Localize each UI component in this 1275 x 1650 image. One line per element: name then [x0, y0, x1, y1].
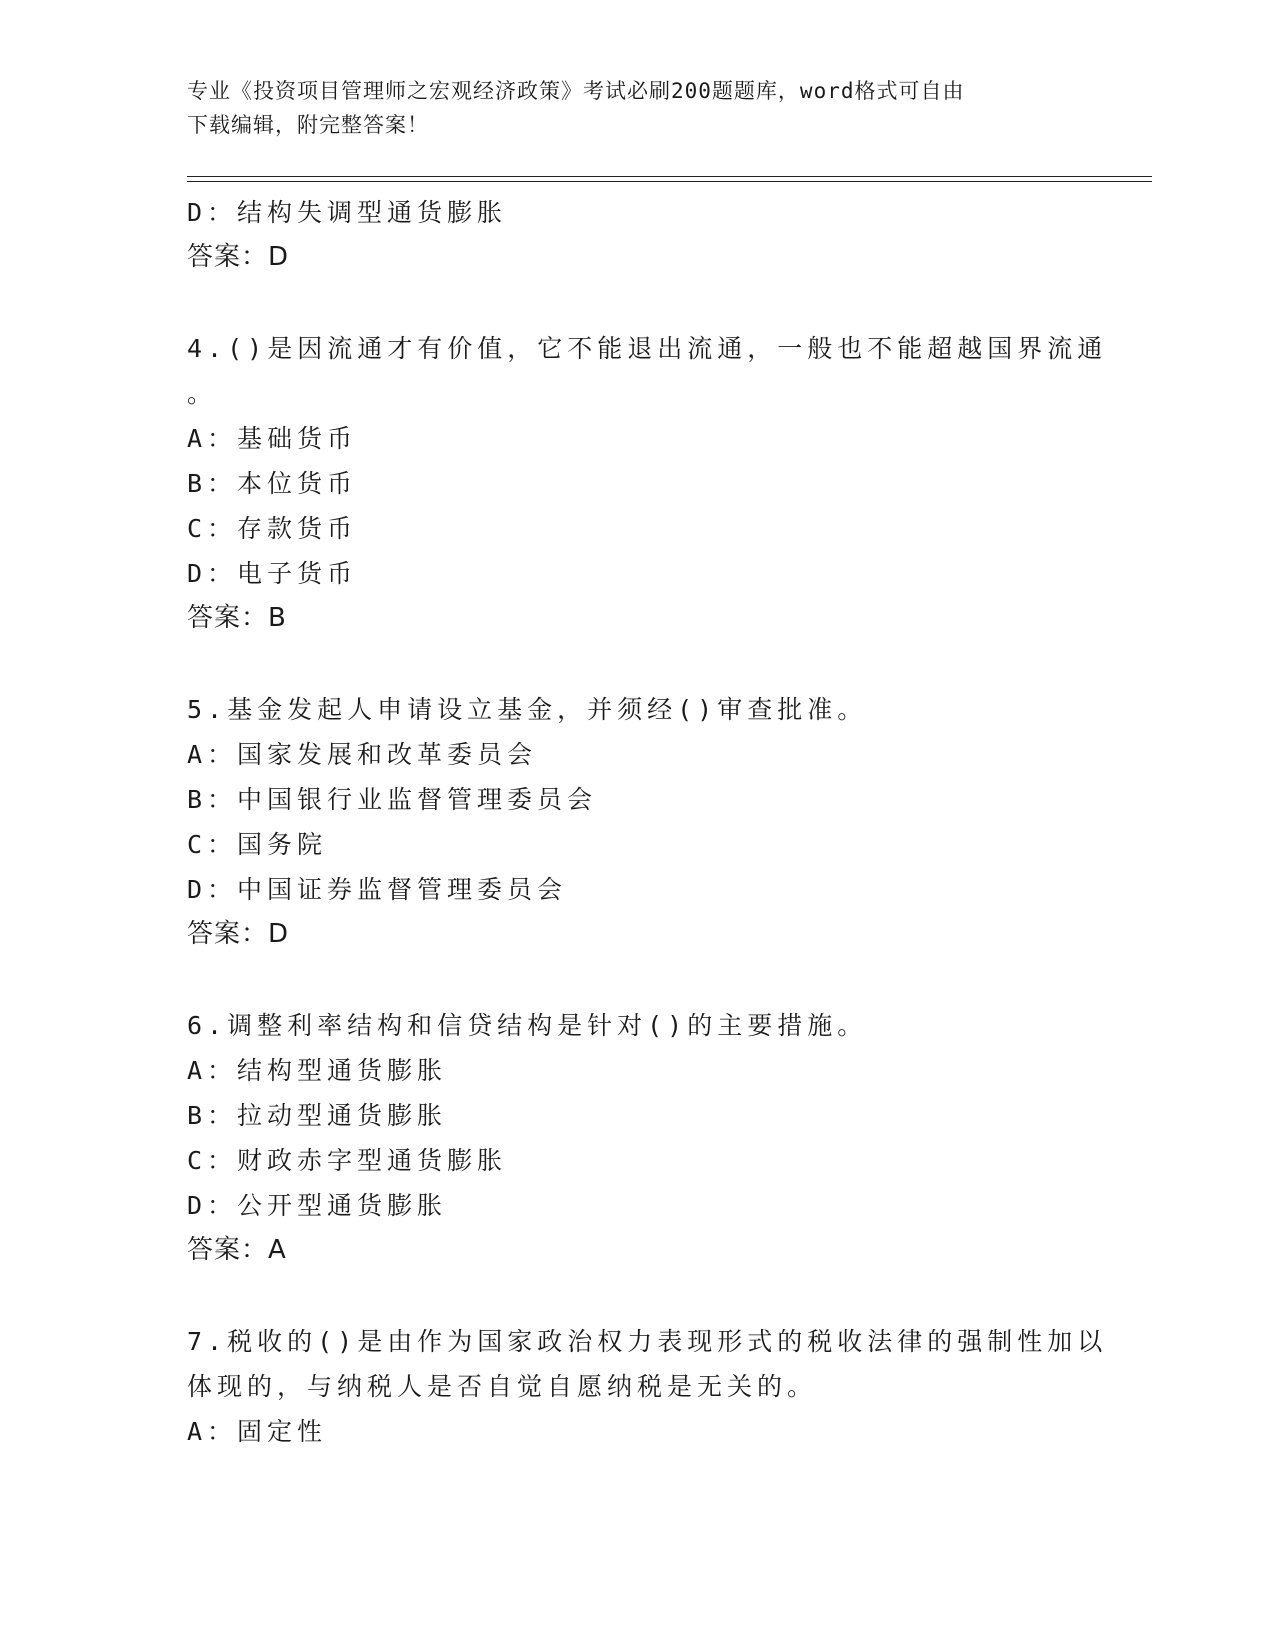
- header-divider-bottom: [187, 181, 1152, 182]
- option-b: B：中国银行业监督管理委员会: [187, 785, 598, 814]
- question-6: [187, 1003, 1087, 1273]
- question-stem: 6.调整利率结构和信贷结构是针对()的主要措施。: [187, 1011, 868, 1040]
- question-list: [187, 190, 1108, 1454]
- question-stem: 7.税收的()是由作为国家政治权力表现形式的税收法律的强制性加以: [187, 1327, 1108, 1356]
- option-d: D：电子货币: [187, 559, 358, 588]
- option-c: C：国务院: [187, 830, 328, 859]
- answer: 答案：D: [187, 242, 290, 272]
- answer: 答案：B: [187, 603, 287, 633]
- header-line-1: 专业《投资项目管理师之宏观经济政策》考试必刷200题题库，word格式可自由: [187, 79, 965, 103]
- question-5: [187, 687, 1087, 957]
- option-a: A：基础货币: [187, 424, 358, 453]
- question-4: [187, 326, 1108, 641]
- question-stem: 4.()是因流通才有价值，它不能退出流通，一般也不能超越国界流通: [187, 334, 1108, 363]
- question-7: [187, 1319, 1108, 1454]
- question-stem: 5.基金发起人申请设立基金，并须经()审查批准。: [187, 695, 868, 724]
- question-3-tail: [187, 190, 1087, 280]
- option-c: C：存款货币: [187, 514, 358, 543]
- option-d: D：公开型通货膨胀: [187, 1191, 448, 1220]
- option-a: A：国家发展和改革委员会: [187, 740, 538, 769]
- question-stem-continued: 。: [187, 379, 218, 408]
- question-stem-continued: 体现的，与纳税人是否自觉自愿纳税是无关的。: [187, 1372, 818, 1401]
- header-divider-top: [187, 176, 1152, 177]
- answer: 答案：A: [187, 1235, 287, 1265]
- option-d: D：中国证券监督管理委员会: [187, 875, 568, 904]
- option-a: A：结构型通货膨胀: [187, 1056, 448, 1085]
- header-line-2: 下载编辑，附完整答案！: [187, 113, 429, 137]
- option-b: B：拉动型通货膨胀: [187, 1101, 448, 1130]
- option-d: D：结构失调型通货膨胀: [187, 198, 508, 227]
- option-c: C：财政赤字型通货膨胀: [187, 1146, 508, 1175]
- document-header: [187, 74, 1087, 142]
- option-b: B：本位货币: [187, 469, 358, 498]
- answer: 答案：D: [187, 919, 290, 949]
- option-a: A：固定性: [187, 1417, 328, 1446]
